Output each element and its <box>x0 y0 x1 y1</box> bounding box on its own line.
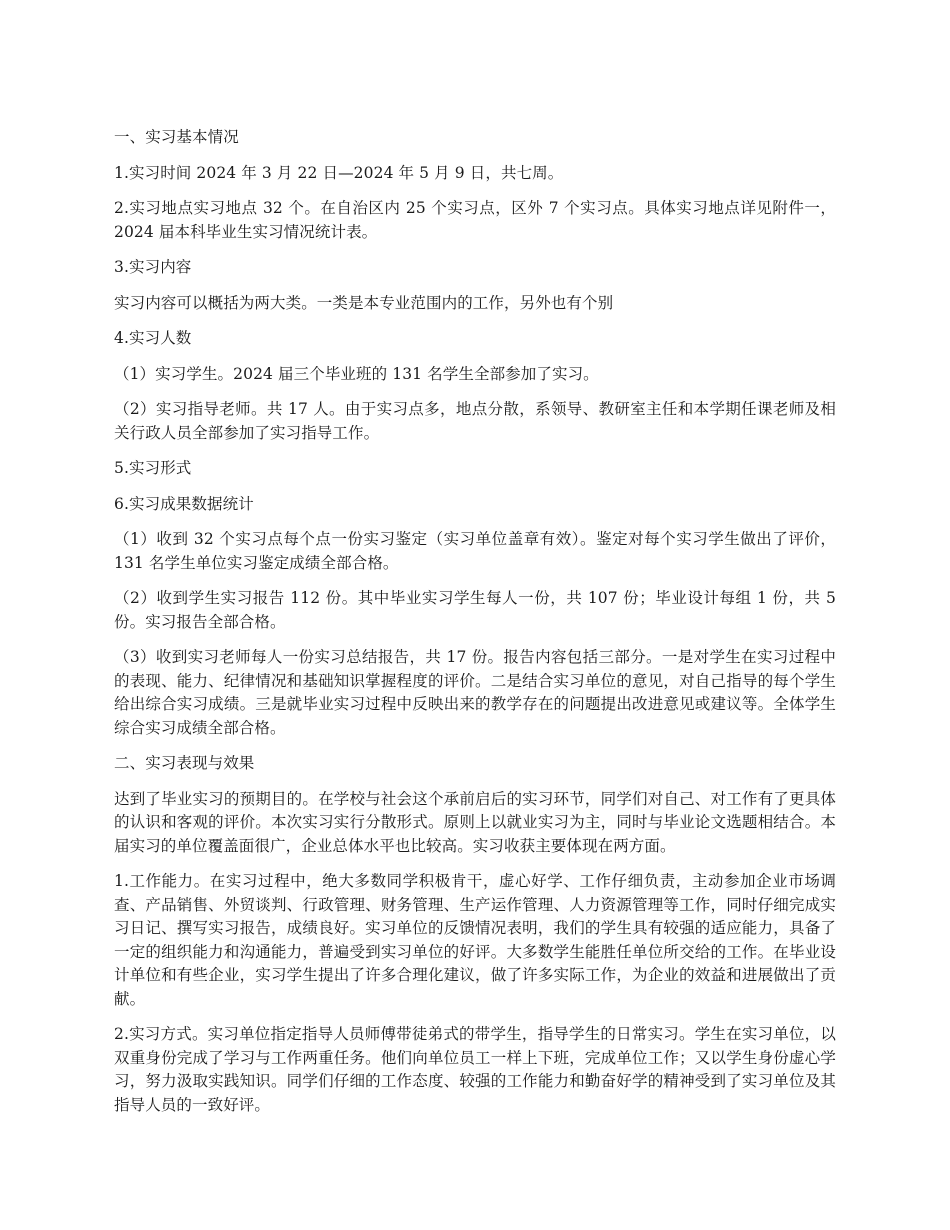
results-appraisals: （1）收到 32 个实习点每个点一份实习鉴定（实习单位盖章有效）。鉴定对每个实习学生做出了评价，131 名学生单位实习鉴定成绩全部合格。 <box>114 530 836 572</box>
internship-content: 实习内容可以概括为两大类。一类是本专业范围内的工作，另外也有个别 <box>114 293 614 312</box>
internship-form-heading: 5.实习形式 <box>114 459 192 477</box>
performance-work-ability: 1.工作能力。在实习过程中，绝大多数同学积极肯干，虚心好学、工作仔细负责，主动参加企业市场调查、产品销售、外贸谈判、行政管理、财务管理、生产运作管理、人力资源管理等工作，同时仔细完成实习日记、撰写实习报告，成绩良好。实习单位的反馈情况表明，我们的学生具有较强的适应能力，具备了一定的组织能力和沟通能力，普遍受到实习单位的好评。大多数学生能胜任单位所交给的工作。在毕业设计单位和有些企业，实习学生提出了许多合理化建议，做了许多实际工作，为企业的效益和进展做出了贡献。 <box>114 872 836 1008</box>
internship-content-heading: 3.实习内容 <box>114 258 192 276</box>
section-heading-basic-info: 一、实习基本情况 <box>114 128 239 146</box>
results-teacher-summaries: （3）收到实习老师每人一份实习总结报告，共 17 份。报告内容包括三部分。一是对学生在实习过程中的表现、能力、纪律情况和基础知识掌握程度的评价。二是结合实习单位的意见，对自己指导的每个学生给出综合实习成绩。三是就毕业实习过程中反映出来的教学存在的问题提出改进意见或建议等。全体学生综合实习成绩全部合格。 <box>114 648 836 737</box>
section-heading-performance: 二、实习表现与效果 <box>114 754 255 772</box>
internship-advisors: （2）实习指导老师。共 17 人。由于实习点多，地点分散，系领导、教研室主任和本学期任课老师及相关行政人员全部参加了实习指导工作。 <box>114 400 836 442</box>
document-body <box>114 126 836 1129</box>
internship-students: （1）实习学生。2024 届三个毕业班的 131 名学生全部参加了实习。 <box>114 364 599 383</box>
performance-overview: 达到了毕业实习的预期目的。在学校与社会这个承前启后的实习环节，同学们对自己、对工作有了更具体的认识和客观的评价。本次实习实行分散形式。原则上以就业实习为主，同时与毕业论文选题相结合。本届实习的单位覆盖面很广，企业总体水平也比较高。实习收获主要体现在两方面。 <box>114 789 836 855</box>
results-reports: （2）收到学生实习报告 112 份。其中毕业实习学生每人一份，共 107 份；毕业设计每组 1 份，共 5 份。实习报告全部合格。 <box>114 589 836 631</box>
internship-time: 1.实习时间 2024 年 3 月 22 日—2024 年 5 月 9 日，共七周。 <box>114 163 564 182</box>
internship-location: 2.实习地点实习地点 32 个。在自治区内 25 个实习点，区外 7 个实习点。具体实习地点详见附件一，2024 届本科毕业生实习情况统计表。 <box>114 199 836 241</box>
internship-headcount-heading: 4.实习人数 <box>114 329 192 347</box>
performance-internship-method: 2.实习方式。实习单位指定指导人员师傅带徒弟式的带学生，指导学生的日常实习。学生在实习单位，以双重身份完成了学习与工作两重任务。他们向单位员工一样上下班，完成单位工作；又以学生身份虚心学习，努力汲取实践知识。同学们仔细的工作态度、较强的工作能力和勤奋好学的精神受到了实习单位及其指导人员的一致好评。 <box>114 1025 836 1114</box>
internship-results-heading: 6.实习成果数据统计 <box>114 494 254 513</box>
